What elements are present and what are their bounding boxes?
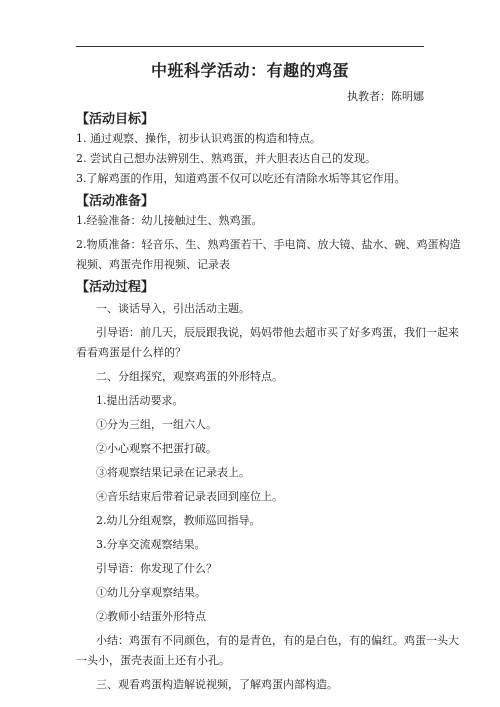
process-line: 3.分享交流观察结果。 [96, 538, 206, 551]
process-line: ②小心观察不把蛋打破。 [96, 442, 217, 455]
prep-line: 2.物质准备：轻音乐、生、熟鸡蛋若干、手电筒、放大镜、盐水、碗、鸡蛋构造 [76, 238, 461, 251]
process-line: ③将观察结果记录在记录表上。 [96, 466, 250, 479]
process-line: 看看鸡蛋是什么样的？ [76, 346, 186, 359]
process-line: ②教师小结蛋外形特点 [96, 610, 206, 623]
process-line: 二、分组探究，观察鸡蛋的外形特点。 [96, 370, 283, 383]
section-heading-goals: 【活动目标】 [76, 112, 155, 127]
header-rule [76, 46, 424, 47]
author-line: 执教者：陈明娜 [347, 90, 424, 103]
process-line: 一头小，蛋壳表面上还有小孔。 [76, 654, 230, 667]
prep-line: 视频、鸡蛋壳作用视频、记录表 [76, 258, 230, 271]
process-line: ①分为三组，一组六人。 [96, 418, 217, 431]
process-line: 小结：鸡蛋有不同颜色，有的是青色，有的是白色，有的偏红。鸡蛋一头大 [96, 634, 459, 647]
goal-line: 1. 通过观察、操作，初步认识鸡蛋的构造和特点。 [76, 132, 321, 145]
page-title: 中班科学活动：有趣的鸡蛋 [150, 61, 349, 80]
process-line: 引导语：你发现了什么？ [96, 562, 217, 575]
process-line: ①幼儿分享观察结果。 [96, 586, 206, 599]
process-line: 引导语：前几天，辰辰跟我说，妈妈带他去超市买了好多鸡蛋，我们一起来 [96, 326, 459, 339]
process-line: 2.幼儿分组观察，教师巡回指导。 [96, 514, 261, 527]
prep-line: 1.经验准备：幼儿接触过生、熟鸡蛋。 [76, 214, 263, 227]
goal-line: 3.了解鸡蛋的作用，知道鸡蛋不仅可以吃还有清除水垢等其它作用。 [76, 172, 406, 185]
process-line: ④音乐结束后带着记录表回到座位上。 [96, 490, 283, 503]
section-heading-process: 【活动过程】 [76, 280, 155, 295]
section-heading-prep: 【活动准备】 [76, 194, 155, 209]
process-line: 三、观看鸡蛋构造解说视频，了解鸡蛋内部构造。 [96, 678, 338, 691]
process-line: 一、谈话导入，引出活动主题。 [96, 302, 250, 315]
goal-line: 2. 尝试自己想办法辨别生、熟鸡蛋，并大胆表达自己的发现。 [76, 152, 376, 165]
process-line: 1.提出活动要求。 [96, 394, 184, 407]
